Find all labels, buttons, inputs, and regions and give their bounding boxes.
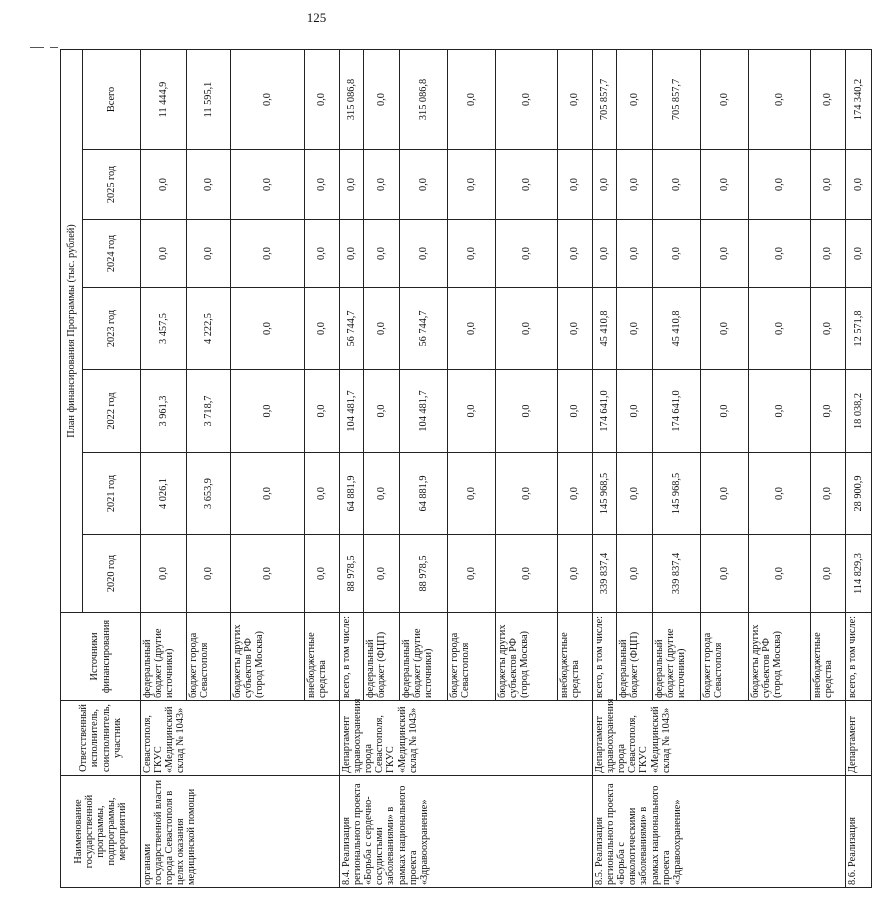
year-value-cell: 0,0 xyxy=(558,288,593,370)
year-value-cell: 12 571,8 xyxy=(846,288,872,370)
year-value-cell: 3 653,9 xyxy=(187,453,231,535)
year-value-cell: 0,0 xyxy=(364,535,400,613)
year-value-cell: 0,0 xyxy=(400,150,448,220)
year-value-cell: 145 968,5 xyxy=(653,453,701,535)
measure-name-cell: 8.5. Реализация регионального проекта «Борьба с онкологическими заболеваниями» в рамках национального проекта «Здравоохранение» xyxy=(593,776,846,888)
table-body xyxy=(141,49,872,887)
funding-source-cell: бюджет города Севастополя xyxy=(448,613,496,701)
year-value-cell: 0,0 xyxy=(811,453,846,535)
funding-source-cell: федеральный бюджет (ФЦП) xyxy=(364,613,400,701)
year-value-cell: 0,0 xyxy=(811,220,846,288)
table-row xyxy=(141,49,187,887)
year-value-cell: 0,0 xyxy=(701,370,749,453)
year-value-cell: 0,0 xyxy=(593,150,617,220)
year-value-cell: 145 968,5 xyxy=(593,453,617,535)
total-value-cell: 315 086,8 xyxy=(400,49,448,149)
year-value-cell: 0,0 xyxy=(305,370,340,453)
year-value-cell: 0,0 xyxy=(558,453,593,535)
year-value-cell: 104 481,7 xyxy=(340,370,364,453)
year-value-cell: 0,0 xyxy=(749,220,811,288)
header-year-2024: 2024 год xyxy=(83,220,141,288)
year-value-cell: 0,0 xyxy=(496,220,558,288)
header-year-2025: 2025 год xyxy=(83,150,141,220)
year-value-cell: 64 881,9 xyxy=(400,453,448,535)
year-value-cell: 0,0 xyxy=(558,150,593,220)
header-year-2023: 2023 год xyxy=(83,288,141,370)
year-value-cell: 0,0 xyxy=(141,220,187,288)
year-value-cell: 0,0 xyxy=(701,288,749,370)
header-total: Всего xyxy=(83,49,141,149)
funding-source-cell: бюджеты других субъектов РФ (город Москва) xyxy=(749,613,811,701)
funding-source-cell: внебюджетные средства xyxy=(305,613,340,701)
table-row xyxy=(593,49,617,887)
funding-source-cell: всего, в том числе: xyxy=(846,613,872,701)
year-value-cell: 88 978,5 xyxy=(400,535,448,613)
year-value-cell: 45 410,8 xyxy=(653,288,701,370)
year-value-cell: 0,0 xyxy=(749,453,811,535)
year-value-cell: 0,0 xyxy=(496,370,558,453)
header-name: Наименование государственной программы, подпрограммы, мероприятий xyxy=(61,776,141,888)
total-value-cell: 0,0 xyxy=(231,49,305,149)
year-value-cell: 3 457,5 xyxy=(141,288,187,370)
year-value-cell: 0,0 xyxy=(653,150,701,220)
year-value-cell: 0,0 xyxy=(448,370,496,453)
total-value-cell: 0,0 xyxy=(811,49,846,149)
year-value-cell: 0,0 xyxy=(811,288,846,370)
scan-mark xyxy=(30,47,44,48)
year-value-cell: 3 718,7 xyxy=(187,370,231,453)
year-value-cell: 339 837,4 xyxy=(593,535,617,613)
funding-source-cell: бюджеты других субъектов РФ (город Москва) xyxy=(496,613,558,701)
year-value-cell: 56 744,7 xyxy=(400,288,448,370)
year-value-cell: 88 978,5 xyxy=(340,535,364,613)
year-value-cell: 18 038,2 xyxy=(846,370,872,453)
rotated-table-area xyxy=(60,50,864,888)
year-value-cell: 0,0 xyxy=(749,150,811,220)
funding-source-cell: всего, в том числе: xyxy=(340,613,364,701)
year-value-cell: 0,0 xyxy=(448,288,496,370)
funding-source-cell: бюджет города Севастополя xyxy=(701,613,749,701)
year-value-cell: 0,0 xyxy=(187,220,231,288)
year-value-cell: 0,0 xyxy=(231,453,305,535)
year-value-cell: 0,0 xyxy=(558,370,593,453)
year-value-cell: 0,0 xyxy=(558,220,593,288)
year-value-cell: 56 744,7 xyxy=(340,288,364,370)
year-value-cell: 174 641,0 xyxy=(593,370,617,453)
header-plan: План финансирования Программы (тыс. рублей) xyxy=(61,49,83,612)
year-value-cell: 0,0 xyxy=(231,370,305,453)
total-value-cell: 0,0 xyxy=(701,49,749,149)
funding-source-cell: федеральный бюджет (ФЦП) xyxy=(617,613,653,701)
year-value-cell: 0,0 xyxy=(846,220,872,288)
year-value-cell: 104 481,7 xyxy=(400,370,448,453)
year-value-cell: 0,0 xyxy=(617,150,653,220)
year-value-cell: 0,0 xyxy=(305,453,340,535)
year-value-cell: 0,0 xyxy=(448,535,496,613)
year-value-cell: 0,0 xyxy=(364,453,400,535)
year-value-cell: 0,0 xyxy=(340,150,364,220)
year-value-cell: 0,0 xyxy=(448,220,496,288)
financing-table xyxy=(60,49,872,888)
year-value-cell: 0,0 xyxy=(187,535,231,613)
year-value-cell: 0,0 xyxy=(305,535,340,613)
year-value-cell: 0,0 xyxy=(231,150,305,220)
year-value-cell: 64 881,9 xyxy=(340,453,364,535)
table-row xyxy=(340,49,364,887)
year-value-cell: 0,0 xyxy=(749,535,811,613)
year-value-cell: 0,0 xyxy=(701,220,749,288)
total-value-cell: 705 857,7 xyxy=(653,49,701,149)
year-value-cell: 114 829,3 xyxy=(846,535,872,613)
funding-source-cell: бюджеты других субъектов РФ (город Москва) xyxy=(231,613,305,701)
funding-source-cell: федеральный бюджет (другие источники) xyxy=(653,613,701,701)
funding-source-cell: федеральный бюджет (другие источники) xyxy=(141,613,187,701)
year-value-cell: 0,0 xyxy=(701,535,749,613)
total-value-cell: 0,0 xyxy=(305,49,340,149)
year-value-cell: 0,0 xyxy=(617,370,653,453)
year-value-cell: 0,0 xyxy=(141,535,187,613)
year-value-cell: 0,0 xyxy=(187,150,231,220)
executor-cell: Департамент xyxy=(846,701,872,776)
year-value-cell: 0,0 xyxy=(364,220,400,288)
year-value-cell: 0,0 xyxy=(617,453,653,535)
header-year-2021: 2021 год xyxy=(83,453,141,535)
year-value-cell: 0,0 xyxy=(617,220,653,288)
year-value-cell: 0,0 xyxy=(364,150,400,220)
year-value-cell: 0,0 xyxy=(364,370,400,453)
year-value-cell: 0,0 xyxy=(846,150,872,220)
header-source: Источники финансирования xyxy=(61,613,141,701)
year-value-cell: 0,0 xyxy=(496,288,558,370)
year-value-cell: 0,0 xyxy=(749,288,811,370)
year-value-cell: 0,0 xyxy=(231,535,305,613)
funding-source-cell: внебюджетные средства xyxy=(558,613,593,701)
year-value-cell: 0,0 xyxy=(305,220,340,288)
year-value-cell: 0,0 xyxy=(305,150,340,220)
header-year-2022: 2022 год xyxy=(83,370,141,453)
executor-cell: Севастополя, ГКУС «Медицинский склад № 1043» xyxy=(141,701,340,776)
rotated-table xyxy=(60,50,864,888)
scan-mark xyxy=(50,47,58,48)
year-value-cell: 0,0 xyxy=(448,150,496,220)
year-value-cell: 0,0 xyxy=(653,220,701,288)
year-value-cell: 0,0 xyxy=(305,288,340,370)
total-value-cell: 0,0 xyxy=(364,49,400,149)
year-value-cell: 0,0 xyxy=(701,150,749,220)
funding-source-cell: всего, в том числе: xyxy=(593,613,617,701)
table-row xyxy=(846,49,872,887)
measure-name-cell: органами государственной власти города Севастополя в целях оказания медицинской помощи xyxy=(141,776,340,888)
year-value-cell: 0,0 xyxy=(749,370,811,453)
measure-name-cell: 8.4. Реализация регионального проекта «Борьба с сердечно-сосудистыми заболеваниями» в рамках национального проекта «Здравоохранение» xyxy=(340,776,593,888)
year-value-cell: 0,0 xyxy=(811,150,846,220)
total-value-cell: 705 857,7 xyxy=(593,49,617,149)
year-value-cell: 0,0 xyxy=(231,288,305,370)
year-value-cell: 339 837,4 xyxy=(653,535,701,613)
year-value-cell: 0,0 xyxy=(400,220,448,288)
year-value-cell: 45 410,8 xyxy=(593,288,617,370)
year-value-cell: 174 641,0 xyxy=(653,370,701,453)
measure-name-cell: 8.6. Реализация xyxy=(846,776,872,888)
year-value-cell: 0,0 xyxy=(558,535,593,613)
year-value-cell: 0,0 xyxy=(617,535,653,613)
year-value-cell: 0,0 xyxy=(340,220,364,288)
funding-source-cell: федеральный бюджет (другие источники) xyxy=(400,613,448,701)
total-value-cell: 174 340,2 xyxy=(846,49,872,149)
total-value-cell: 0,0 xyxy=(617,49,653,149)
funding-source-cell: бюджет города Севастополя xyxy=(187,613,231,701)
year-value-cell: 3 961,3 xyxy=(141,370,187,453)
year-value-cell: 0,0 xyxy=(496,150,558,220)
total-value-cell: 0,0 xyxy=(558,49,593,149)
year-value-cell: 28 900,9 xyxy=(846,453,872,535)
year-value-cell: 0,0 xyxy=(496,453,558,535)
page-number: 125 xyxy=(306,10,327,25)
funding-source-cell: внебюджетные средства xyxy=(811,613,846,701)
year-value-cell: 0,0 xyxy=(811,535,846,613)
year-value-cell: 0,0 xyxy=(617,288,653,370)
total-value-cell: 11 595,1 xyxy=(187,49,231,149)
total-value-cell: 0,0 xyxy=(749,49,811,149)
year-value-cell: 0,0 xyxy=(448,453,496,535)
year-value-cell: 0,0 xyxy=(593,220,617,288)
total-value-cell: 0,0 xyxy=(448,49,496,149)
total-value-cell: 11 444,9 xyxy=(141,49,187,149)
total-value-cell: 315 086,8 xyxy=(340,49,364,149)
year-value-cell: 0,0 xyxy=(811,370,846,453)
year-value-cell: 4 222,5 xyxy=(187,288,231,370)
header-year-2020: 2020 год xyxy=(83,535,141,613)
year-value-cell: 0,0 xyxy=(496,535,558,613)
year-value-cell: 0,0 xyxy=(364,288,400,370)
executor-cell: Департамент здравоохранения города Севастополя, ГКУС «Медицинский склад № 1043» xyxy=(340,701,593,776)
year-value-cell: 0,0 xyxy=(231,220,305,288)
executor-cell: Департамент здравоохранения города Севастополя, ГКУС «Медицинский склад № 1043» xyxy=(593,701,846,776)
year-value-cell: 0,0 xyxy=(141,150,187,220)
total-value-cell: 0,0 xyxy=(496,49,558,149)
year-value-cell: 0,0 xyxy=(701,453,749,535)
header-executor: Ответственный исполнитель, соисполнитель, участник xyxy=(61,701,141,776)
year-value-cell: 4 026,1 xyxy=(141,453,187,535)
